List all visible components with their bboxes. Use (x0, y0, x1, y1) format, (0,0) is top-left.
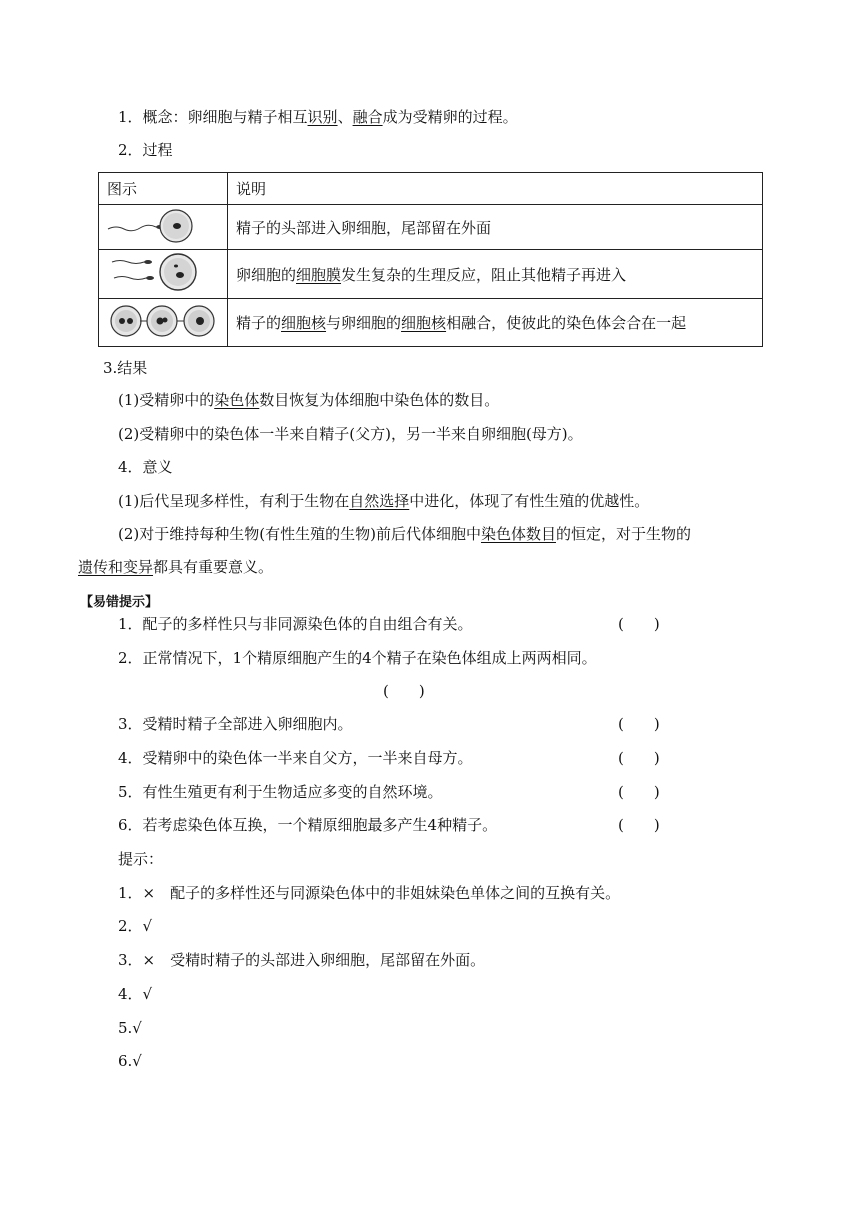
sperm-entering-egg-figure (104, 205, 222, 245)
table-row (99, 205, 763, 250)
significance-item-2-a: (2)对于维持每种生物(有性生殖的生物)前后代体细胞中 (118, 525, 481, 543)
tip-3-answer-blank: ( ) (618, 715, 660, 733)
result-item-1-b: 数目恢复为体细胞中染色体的数目。 (259, 391, 500, 409)
result-item-1-a: (1)受精卵中的 (118, 391, 215, 409)
answer-item-6: 6.√ (118, 1052, 142, 1070)
significance-item-1-a: (1)后代呈现多样性，有利于生物在 (118, 492, 350, 510)
significance-term-heredity: 遗传和变异 (78, 558, 154, 576)
answer-item-5: 5.√ (118, 1019, 142, 1037)
tip-item-1: 1．配子的多样性只与非同源染色体的自由组合有关。 (118, 615, 473, 633)
membrane-reaction-figure (104, 250, 222, 294)
concept-sep: 、 (337, 108, 353, 126)
significance-term-selection: 自然选择 (349, 492, 410, 510)
concept-suffix: 成为受精卵的过程。 (382, 108, 518, 126)
sperm-entry-illustration (99, 205, 228, 250)
table-header-illustration: 图示 (99, 173, 228, 205)
result-term-chromosome: 染色体 (214, 391, 260, 409)
significance-item-2 (118, 524, 691, 544)
tip-item-2: 2．正常情况下，1个精原细胞产生的4个精子在染色体组成上两两相同。 (118, 649, 597, 667)
tip-6-answer-blank: ( ) (618, 816, 660, 834)
row2-description (228, 250, 763, 299)
row3-text-m: 与卵细胞的 (326, 314, 402, 332)
tip-item-4: 4．受精卵中的染色体一半来自父方，一半来自母方。 (118, 749, 473, 767)
answer-item-1: 1．× 配子的多样性还与同源染色体中的非姐妹染色单体之间的互换有关。 (118, 884, 621, 902)
tip-2-answer-blank: ( ) (383, 682, 425, 700)
membrane-reaction-illustration (99, 250, 228, 299)
tip-item-5: 5．有性生殖更有利于生物适应多变的自然环境。 (118, 783, 443, 801)
tip-1-answer-blank: ( ) (618, 615, 660, 633)
concept-term-fusion: 融合 (352, 108, 383, 126)
significance-term-chromosome-number: 染色体数目 (480, 525, 556, 543)
row2-text-b: 发生复杂的生理反应，阻止其他精子再进入 (341, 265, 627, 284)
result-heading: 3.结果 (103, 359, 148, 377)
row1-description: 精子的头部进入卵细胞，尾部留在外面 (228, 205, 763, 250)
result-item-2: (2)受精卵中的染色体一半来自精子(父方)，另一半来自卵细胞(母方)。 (118, 425, 583, 443)
answers-heading: 提示： (118, 850, 164, 868)
table-header-row (99, 173, 763, 205)
significance-item-2-cont (78, 557, 273, 577)
significance-item-2-b: 的恒定，对于生物的 (555, 525, 691, 543)
answer-item-4: 4．√ (118, 985, 153, 1003)
tip-item-3: 3．受精时精子全部进入卵细胞内。 (118, 715, 353, 733)
tips-heading: 【易错提示】 (80, 595, 159, 610)
table-header-description: 说明 (228, 173, 763, 205)
table-row (99, 250, 763, 299)
result-item-1 (118, 390, 499, 410)
concept-line (118, 107, 518, 127)
row3-text-a: 精子的 (236, 314, 282, 332)
table-row (99, 299, 763, 347)
row3-description (228, 299, 763, 347)
significance-heading: 4．意义 (118, 458, 173, 476)
tip-5-answer-blank: ( ) (618, 783, 660, 801)
nucleus-fusion-figure (104, 301, 222, 341)
concept-prefix: 1．概念：卵细胞与精子相互 (118, 108, 308, 126)
row3-term-nucleus-2: 细胞核 (401, 314, 447, 332)
answer-item-2: 2．√ (118, 917, 153, 935)
concept-term-recognition: 识别 (307, 108, 338, 126)
row3-text-b: 相融合，使彼此的染色体会合在一起 (446, 314, 687, 332)
significance-item-1-b: 中进化，体现了有性生殖的优越性。 (409, 492, 650, 510)
tip-item-6: 6．若考虑染色体互换，一个精原细胞最多产生4种精子。 (118, 816, 498, 834)
process-heading: 2．过程 (118, 141, 173, 159)
row2-text-a: 卵细胞的 (236, 265, 297, 284)
nucleus-fusion-illustration (99, 299, 228, 347)
tip-4-answer-blank: ( ) (618, 749, 660, 767)
significance-item-2-c: 都具有重要意义。 (153, 558, 274, 576)
row2-term-membrane: 细胞膜 (296, 265, 342, 284)
row3-term-nucleus-1: 细胞核 (281, 314, 327, 332)
process-table (98, 172, 763, 347)
significance-item-1 (118, 491, 649, 511)
answer-item-3: 3．× 受精时精子的头部进入卵细胞，尾部留在外面。 (118, 951, 486, 969)
